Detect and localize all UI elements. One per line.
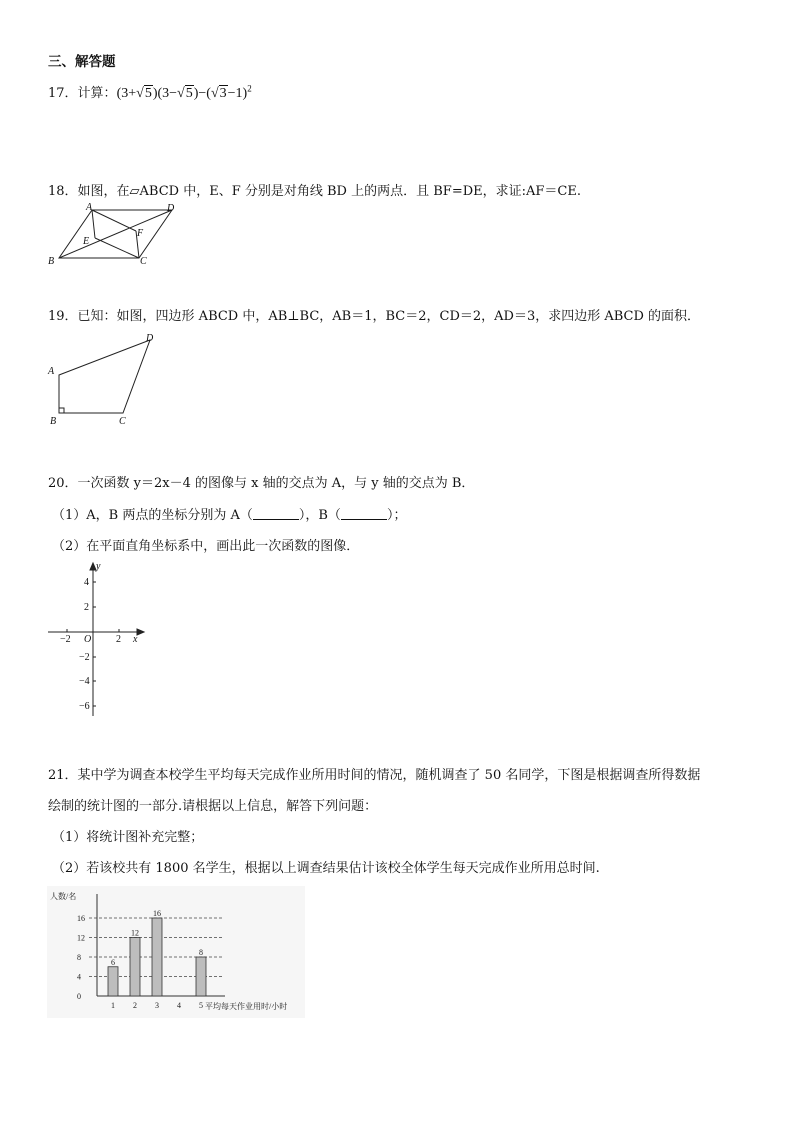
q17-part-c: )−( bbox=[193, 86, 211, 101]
segment-af bbox=[92, 210, 136, 231]
x-axis-label: x bbox=[133, 634, 138, 645]
q17-part-b: )(3− bbox=[152, 86, 178, 101]
chart-y-tick-label: 8 bbox=[77, 953, 81, 962]
q20-part1-text-b: ），B（ bbox=[298, 508, 341, 523]
q17-part-d: −1) bbox=[227, 86, 248, 101]
coordinate-plane bbox=[44, 560, 154, 720]
question-18: 18．如图，在▱ABCD 中，E、F 分别是对角线 BD 上的两点．且 BF=DE，求证:AF＝CE. bbox=[48, 184, 581, 199]
chart-data-label: 12 bbox=[131, 928, 139, 938]
label-b: B bbox=[48, 256, 55, 266]
chart-y-tick-label: 4 bbox=[77, 972, 81, 982]
label-c: C bbox=[140, 256, 147, 266]
y-tick-4: 4 bbox=[84, 577, 89, 588]
y-axis-label: y bbox=[96, 561, 101, 572]
chart-y-label: 人数/名 bbox=[50, 892, 77, 901]
chart-data-label: 6 bbox=[111, 957, 115, 967]
chart-bar bbox=[130, 938, 140, 997]
section-title: 三、解答题 bbox=[48, 54, 116, 70]
y-tick-neg2: −2 bbox=[79, 652, 90, 663]
chart-bar bbox=[196, 957, 206, 996]
chart-y-tick-label: 16 bbox=[77, 914, 85, 923]
chart-x-tick-label: 2 bbox=[133, 1001, 137, 1010]
segment-ae bbox=[92, 210, 95, 238]
question-17 bbox=[48, 82, 252, 102]
label-d: D bbox=[146, 333, 154, 344]
question-19: 19．已知：如图，四边形 ABCD 中，AB⊥BC，AB＝1，BC＝2，CD＝2，AD＝3，求四边形 ABCD 的面积． bbox=[48, 309, 701, 324]
label-c: C bbox=[119, 416, 126, 427]
answer-blank-b[interactable] bbox=[341, 507, 387, 520]
origin-label: O bbox=[84, 634, 92, 645]
question-20: 20．一次函数 y＝2x－4 的图像与 x 轴的交点为 A，与 y 轴的交点为 B． bbox=[48, 476, 475, 491]
label-b: B bbox=[50, 416, 57, 427]
chart-y-tick-label: 0 bbox=[77, 992, 81, 1001]
x-tick-2: 2 bbox=[116, 634, 121, 645]
y-tick-2: 2 bbox=[84, 602, 89, 613]
label-f: F bbox=[137, 228, 144, 239]
quadrilateral-figure bbox=[44, 330, 164, 430]
parallelogram-figure bbox=[44, 200, 184, 266]
q20-part1-text-c: ）； bbox=[386, 508, 407, 523]
x-arrow-icon bbox=[137, 629, 144, 635]
chart-bar bbox=[108, 967, 118, 996]
chart-bar bbox=[152, 918, 162, 996]
radicand-b: 5 bbox=[185, 86, 193, 101]
q20-part-1 bbox=[52, 504, 406, 523]
chart-x-label: 平均每天作业用时/小时 bbox=[205, 1002, 288, 1011]
label-a: A bbox=[48, 366, 55, 377]
chart-x-tick-label: 4 bbox=[177, 1001, 181, 1010]
quadrilateral-abcd bbox=[59, 340, 150, 413]
radicand-a: 5 bbox=[144, 86, 152, 101]
question-21-line-2: 绘制的统计图的一部分.请根据以上信息，解答下列问题： bbox=[48, 799, 378, 814]
answer-blank-a[interactable] bbox=[253, 507, 299, 520]
y-tick-neg4: −4 bbox=[79, 676, 90, 687]
q20-part-2: （2）在平面直角坐标系中，画出此一次函数的图像． bbox=[52, 539, 360, 554]
question-21-line-1: 21．某中学为调查本校学生平均每天完成作业所用时间的情况，随机调查了 50 名同学，下图是根据调查所得数据 bbox=[48, 768, 701, 783]
bar-chart bbox=[47, 886, 305, 1018]
chart-x-tick-label: 1 bbox=[111, 1001, 115, 1010]
q17-prefix: 计算： bbox=[77, 86, 117, 101]
q20-part1-text-a: （1）A，B 两点的坐标分别为 A（ bbox=[52, 508, 253, 523]
q17-part-a: (3+ bbox=[116, 86, 137, 101]
label-d: D bbox=[167, 203, 175, 214]
sqrt-5-b: √5 bbox=[177, 86, 193, 101]
chart-data-label: 16 bbox=[153, 909, 161, 918]
q17-exponent: 2 bbox=[247, 83, 252, 94]
right-angle-mark bbox=[59, 408, 64, 413]
q17-number: 17． bbox=[48, 86, 78, 101]
chart-y-tick-label: 12 bbox=[77, 933, 85, 943]
x-tick-neg2: −2 bbox=[60, 634, 71, 645]
radicand-c: 3 bbox=[219, 86, 227, 101]
label-e: E bbox=[83, 236, 90, 247]
y-tick-neg6: −6 bbox=[79, 701, 90, 712]
segment-ec bbox=[95, 238, 139, 258]
sqrt-3: √3 bbox=[210, 86, 227, 101]
chart-x-tick-label: 3 bbox=[155, 1001, 159, 1010]
chart-x-tick-label: 5 bbox=[199, 1001, 203, 1010]
q21-part-2: （2）若该校共有 1800 名学生，根据以上调查结果估计该校全体学生每天完成作业所用总时间. bbox=[52, 861, 600, 876]
q17-expression bbox=[116, 83, 252, 101]
sqrt-5-a: √5 bbox=[136, 86, 152, 101]
chart-data-label: 8 bbox=[199, 948, 203, 957]
label-a: A bbox=[86, 202, 93, 213]
q21-part-1: （1）将统计图补充完整； bbox=[52, 830, 204, 845]
